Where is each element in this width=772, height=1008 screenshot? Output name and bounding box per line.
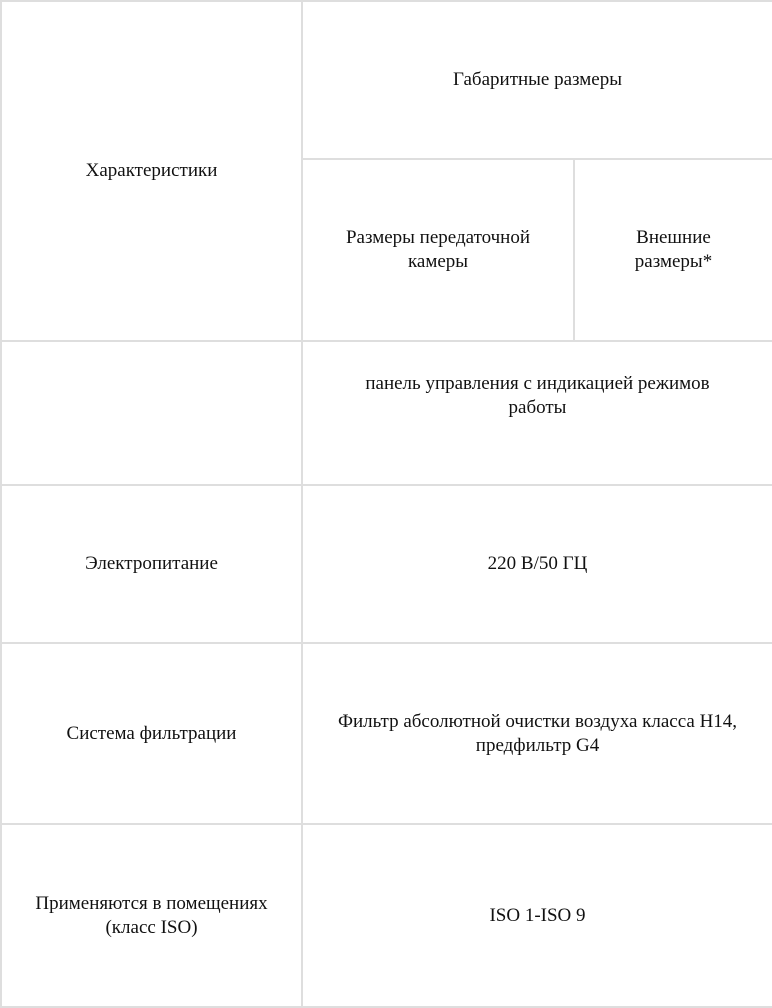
header-overall-dimensions: Габаритные размеры bbox=[302, 1, 772, 159]
row-value-control-panel: панель управления с индикацией режимов работы bbox=[302, 341, 772, 485]
table-row bbox=[1, 824, 772, 1007]
row-value-filtration-system: Фильтр абсолютной очистки воздуха класса H14, предфильтр G4 bbox=[302, 643, 772, 824]
table-row bbox=[1, 341, 772, 485]
row-label-filtration-system: Система фильтрации bbox=[1, 643, 302, 824]
row-label-power-supply: Электропитание bbox=[1, 485, 302, 643]
table-header-row bbox=[1, 1, 772, 159]
row-label bbox=[1, 341, 302, 485]
row-label-iso-class: Применяются в помещениях (класс ISO) bbox=[1, 824, 302, 1007]
header-external-dimensions: Внешние размеры* bbox=[574, 159, 772, 341]
row-value-iso-class: ISO 1-ISO 9 bbox=[302, 824, 772, 1007]
row-value-power-supply: 220 В/50 ГЦ bbox=[302, 485, 772, 643]
header-characteristics: Характеристики bbox=[1, 1, 302, 341]
table-row bbox=[1, 485, 772, 643]
header-transfer-chamber-dimensions: Размеры передаточной камеры bbox=[302, 159, 574, 341]
table-row bbox=[1, 643, 772, 824]
